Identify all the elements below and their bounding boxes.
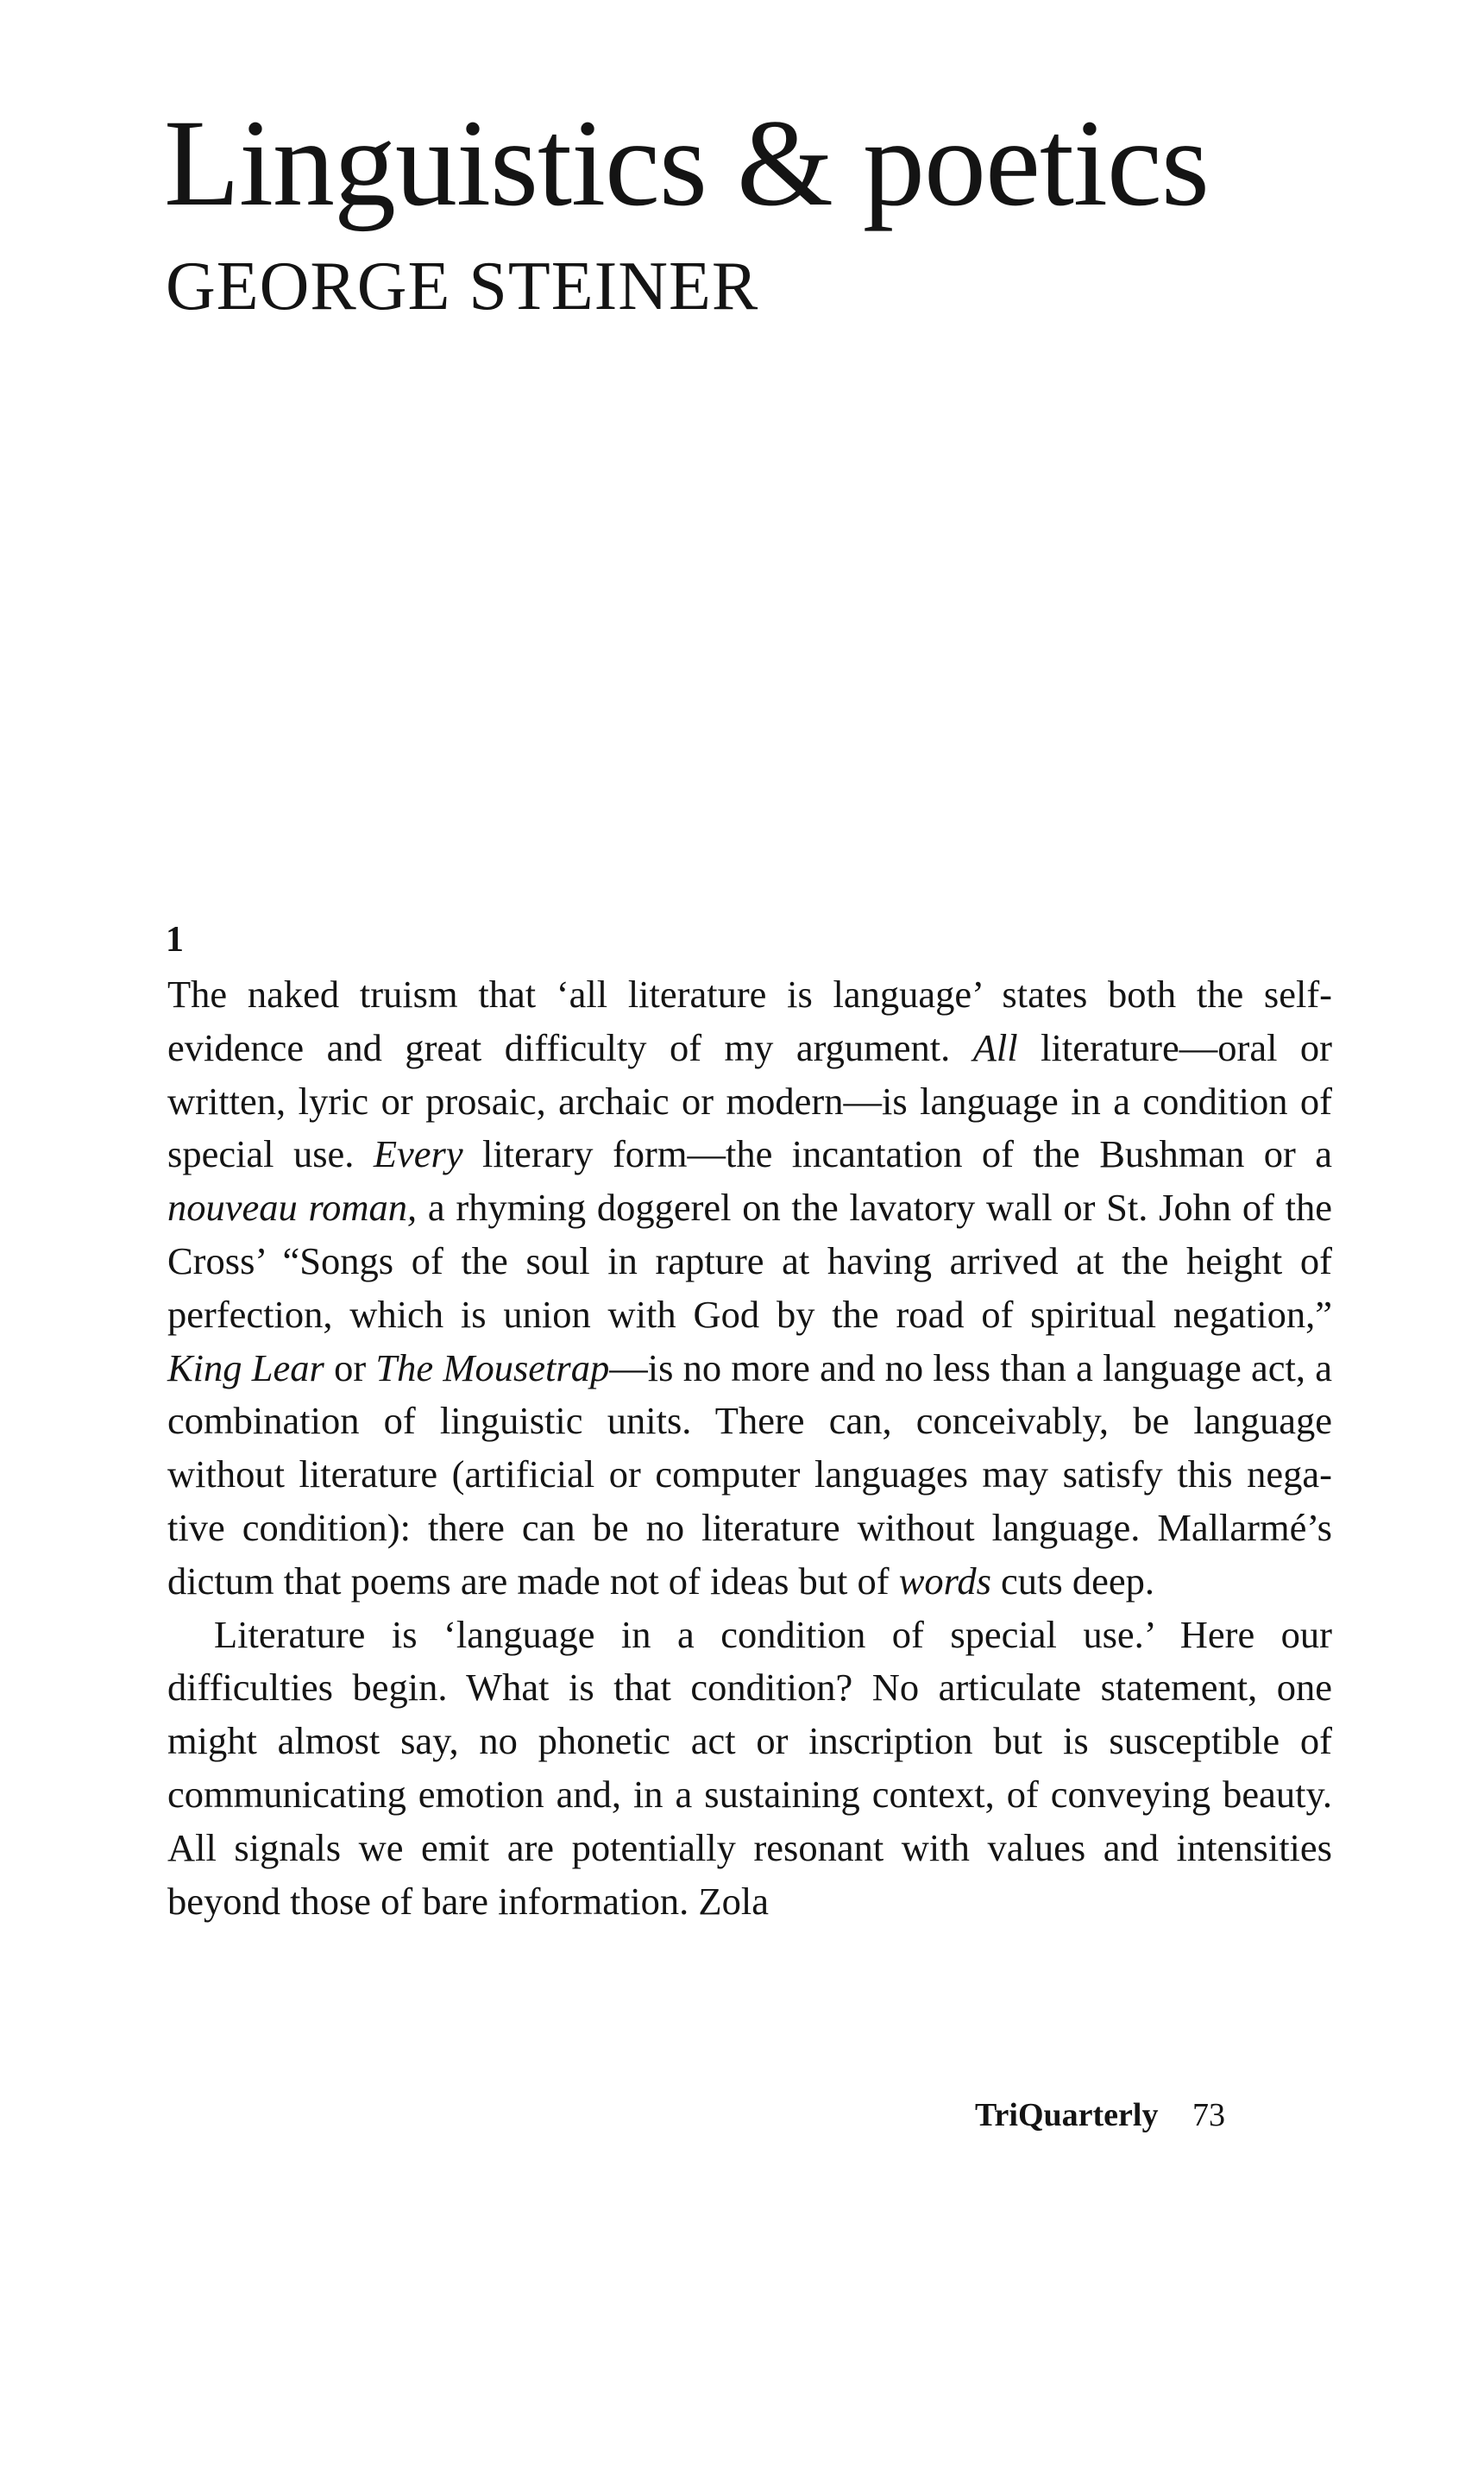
- paragraph-2: [167, 1609, 1332, 1929]
- text-run: cuts deep.: [990, 1559, 1154, 1603]
- page-number: 73: [1192, 2097, 1225, 2133]
- paragraph-1: [167, 968, 1332, 1609]
- text-run: literature—oral or written, lyric or prosaic, archaic or modern—is language in a condition of special use.: [167, 1025, 1332, 1176]
- page-footer: [975, 2099, 1225, 2132]
- italic-text-run: All: [972, 1025, 1018, 1069]
- italic-text-run: The Mousetrap: [375, 1345, 610, 1389]
- article-body: [167, 968, 1332, 1928]
- italic-text-run: Every: [373, 1132, 463, 1176]
- text-run: a rhyming doggerel on the lavatory wall or St. John of the Cross’ “Songs of the soul in rapture at having arrived at the height of perfection, which is union with God by the road of spiritual negation,”: [167, 1186, 1332, 1336]
- text-run: literary form—the incantation of the Bushman or a: [462, 1132, 1332, 1176]
- italic-text-run: words: [898, 1559, 991, 1603]
- italic-text-run: King Lear: [167, 1345, 324, 1389]
- section-number: 1: [166, 920, 184, 960]
- article-author: GEORGE STEINER: [166, 249, 759, 324]
- text-run: —is no more and no less than a language act, a combination of linguistic units. There can, conceivably, be language without literature (artificial or computer languages may satisfy this negative condition): there can be no literature without language. Mallarmé’s dictum that poems are made not of ideas but of: [167, 1345, 1332, 1603]
- italic-text-run: nouveau roman,: [167, 1186, 418, 1230]
- text-run: The naked truism that ‘all literature is language’ states both the self-evidence and great difficulty of my argument.: [167, 973, 1332, 1069]
- text-run: Literature is ‘language in a condition of special use.’ Here our difficulties begin. What is that condition? No articulate statement, one might almost say, no phonetic act or inscription but is susceptible of communicating emotion and, in a sustaining context, of conveying beauty. All signals we emit are potentially resonant with values and intensities beyond those of bare information. Zola: [167, 1612, 1332, 1923]
- journal-name: TriQuarterly: [975, 2097, 1159, 2133]
- article-title: Linguistics & poetics: [164, 95, 1209, 232]
- text-run: or: [324, 1345, 376, 1389]
